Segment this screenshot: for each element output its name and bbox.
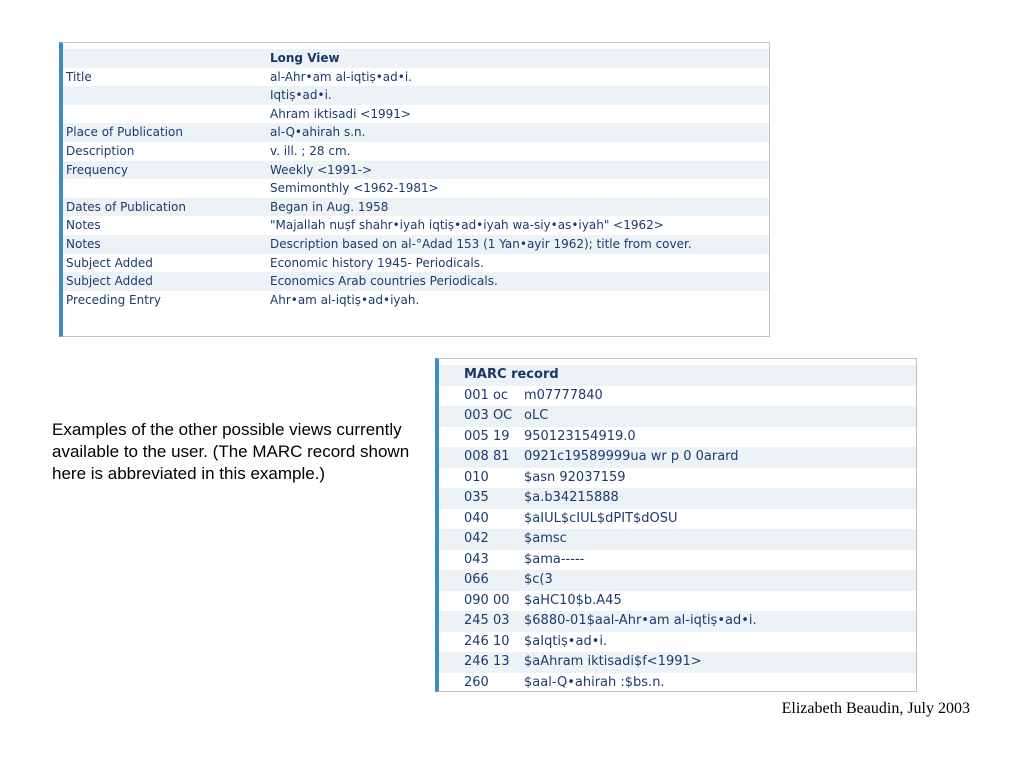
marc-record-value: $aAhram iktisadi$f<1991>: [524, 654, 702, 669]
long-view-label: [63, 86, 270, 105]
marc-record-tag: 043: [464, 551, 489, 567]
marc-record-value: $c(3: [524, 572, 553, 587]
marc-record-value: 950123154919.0: [524, 428, 636, 444]
marc-record-tag: 260: [464, 674, 489, 690]
long-view-label: Notes: [66, 218, 101, 233]
long-view-value: Weekly <1991->: [270, 162, 373, 177]
long-view-header-label: [63, 49, 270, 68]
marc-record-tag: 090 00: [464, 592, 510, 608]
long-view-row: [63, 105, 769, 124]
long-view-value: Iqtiṣ•ad•i.: [270, 88, 332, 103]
long-view-label: Subject Added: [66, 255, 153, 270]
marc-record-value: $aIUL$cIUL$dPIT$dOSU: [524, 510, 678, 526]
marc-record-row: [439, 652, 916, 673]
marc-record-row: [439, 570, 916, 591]
long-view-row: [63, 291, 769, 310]
long-view-value: al-Q•ahirah s.n.: [270, 125, 366, 140]
long-view-label: [63, 179, 270, 198]
long-view-label: [63, 105, 270, 124]
long-view-label: Title: [66, 69, 92, 84]
marc-record-value: $amsc: [524, 531, 567, 546]
long-view-label: Subject Added: [66, 274, 153, 289]
marc-record-value: 0921c19589999ua wr p 0 0arard: [524, 449, 739, 464]
marc-record-value: $aHC10$b.A45: [524, 592, 622, 608]
marc-record-value: $asn 92037159: [524, 469, 626, 485]
caption-text: Examples of the other possible views currently available to the user. (The MARC record shown here is abbreviated in this example.): [52, 420, 410, 483]
marc-record-value: oLC: [524, 408, 549, 423]
marc-record-row: [439, 406, 916, 427]
long-view-label: Notes: [66, 236, 101, 251]
long-view-rows: [63, 49, 769, 309]
long-view-row: [63, 254, 769, 273]
long-view-label: Frequency: [66, 162, 128, 177]
long-view-row: [63, 235, 769, 254]
long-view-label: Place of Publication: [66, 125, 183, 140]
marc-record-tag: 245 03: [464, 613, 510, 628]
marc-record-rows: [439, 365, 916, 693]
marc-record-row: [439, 632, 916, 653]
long-view-label: Dates of Publication: [66, 199, 186, 214]
marc-record-tag: 042: [464, 531, 489, 546]
long-view-value: Economics Arab countries Periodicals.: [270, 274, 498, 289]
marc-record-row: [439, 550, 916, 571]
long-view-row: [63, 142, 769, 161]
marc-record-tag: 001 oc: [464, 387, 509, 403]
marc-record-tag: 035: [464, 490, 489, 505]
marc-record-row: [439, 611, 916, 632]
marc-record-value: $aIqtiṣ•ad•i.: [524, 633, 608, 649]
marc-record-tag: 003 OC: [464, 408, 513, 423]
marc-record-row: [439, 447, 916, 468]
marc-record-value: m07777840: [524, 387, 603, 403]
long-view-value: Ahram iktisadi <1991>: [270, 106, 411, 121]
marc-record-tag: 005 19: [464, 428, 510, 444]
author-credit: Elizabeth Beaudin, July 2003: [781, 700, 970, 717]
marc-record-value: $a.b34215888: [524, 490, 619, 505]
long-view-row: [63, 272, 769, 291]
marc-record-header-row: [439, 365, 916, 386]
marc-record-row: [439, 488, 916, 509]
marc-record-row: [439, 427, 916, 448]
marc-record-tag: 246 13: [464, 654, 510, 669]
long-view-label: Preceding Entry: [66, 292, 161, 307]
marc-record-row: [439, 386, 916, 407]
long-view-value: Semimonthly <1962-1981>: [270, 181, 439, 196]
long-view-value: Economic history 1945- Periodicals.: [270, 255, 484, 270]
long-view-value: v. ill. ; 28 cm.: [270, 143, 351, 158]
marc-record-row: [439, 529, 916, 550]
marc-record-row: [439, 468, 916, 489]
marc-record-heading: MARC record: [464, 367, 559, 382]
long-view-value: Began in Aug. 1958: [270, 199, 389, 214]
marc-record-tag: 066: [464, 572, 489, 587]
long-view-row: [63, 179, 769, 198]
long-view-value: al-Ahr•am al-iqtiṣ•ad•i.: [270, 69, 412, 84]
marc-record-panel: [435, 358, 917, 692]
marc-record-row: [439, 673, 916, 694]
long-view-panel: [59, 42, 770, 337]
long-view-row: [63, 123, 769, 142]
long-view-row: [63, 68, 769, 87]
long-view-value: Description based on al-°Adad 153 (1 Yan•ayir 1962); title from cover.: [270, 236, 692, 251]
marc-record-value: $6880-01$aal-Ahr•am al-iqtiṣ•ad•i.: [524, 613, 757, 628]
marc-record-row: [439, 509, 916, 530]
long-view-value: "Majallah nuṣf shahr•iyah iqtiṣ•ad•iyah wa-siy•as•iyah" <1962>: [270, 218, 664, 233]
long-view-row: [63, 161, 769, 180]
long-view-row: [63, 86, 769, 105]
long-view-heading: Long View: [270, 51, 340, 65]
marc-record-tag: 010: [464, 469, 489, 485]
marc-record-tag: 040: [464, 510, 489, 526]
long-view-row: [63, 198, 769, 217]
long-view-row: [63, 216, 769, 235]
long-view-header-row: [63, 49, 769, 68]
marc-record-value: $aal-Q•ahirah :$bs.n.: [524, 674, 665, 690]
long-view-label: Description: [66, 143, 135, 158]
marc-record-row: [439, 591, 916, 612]
long-view-value: Ahr•am al-iqtiṣ•ad•iyah.: [270, 292, 420, 307]
marc-record-value: $ama-----: [524, 551, 585, 567]
marc-record-tag: 246 10: [464, 633, 510, 649]
marc-record-tag: 008 81: [464, 449, 510, 464]
